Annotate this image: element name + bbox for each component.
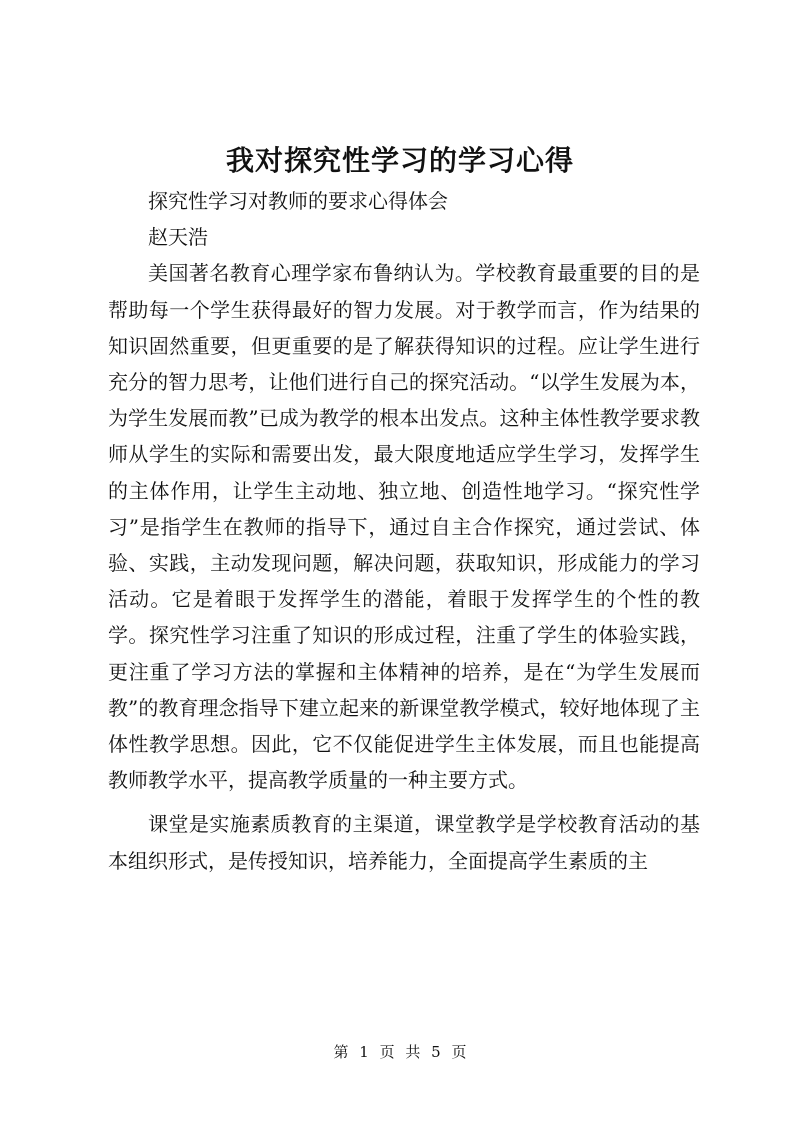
document-title: 我对探究性学习的学习心得	[225, 144, 574, 177]
document-subtitle: 探究性学习对教师的要求心得体会	[148, 189, 448, 213]
page-number-footer: 第 1 页 共 5 页	[333, 1043, 467, 1061]
body-paragraph: 课堂是实施素质教育的主渠道，课堂教学是学校教育活动的基本组织形式，是传授知识，培养能力，全面提高学生素质的主	[108, 812, 700, 873]
document-author: 赵天浩	[148, 225, 208, 250]
document-body	[108, 183, 700, 879]
body-paragraph: 美国著名教育心理学家布鲁纳认为。学校教育最重要的目的是帮助每一个学生获得最好的智力发展。对于教学而言，作为结果的知识固然重要，但更重要的是了解获得知识的过程。应让学生进行充分的智力思考，让他们进行自己的探究活动。“以学生发展为本，为学生发展而教”已成为教学的根本出发点。这种主体性教学要求教师从学生的实际和需要出发，最大限度地适应学生学习，发挥学生的主体作用，让学生主动地、独立地、创造性地学习。“探究性学习”是指学生在教师的指导下，通过自主合作探究，通过尝试、体验、实践，主动发现问题，解决问题，获取知识，形成能力的学习活动。它是着眼于发挥学生的潜能，着眼于发挥学生的个性的教学。探究性学习注重了知识的形成过程，注重了学生的体验实践，更注重了学习方法的掌握和主体精神的培养，是在“为学生发展而教”的教育理念指导下建立起来的新课堂教学模式，较好地体现了主体性教学思想。因此，它不仅能促进学生主体发展，而且也能提高教师教学水平，提高教学质量的一种主要方式。	[108, 261, 700, 793]
